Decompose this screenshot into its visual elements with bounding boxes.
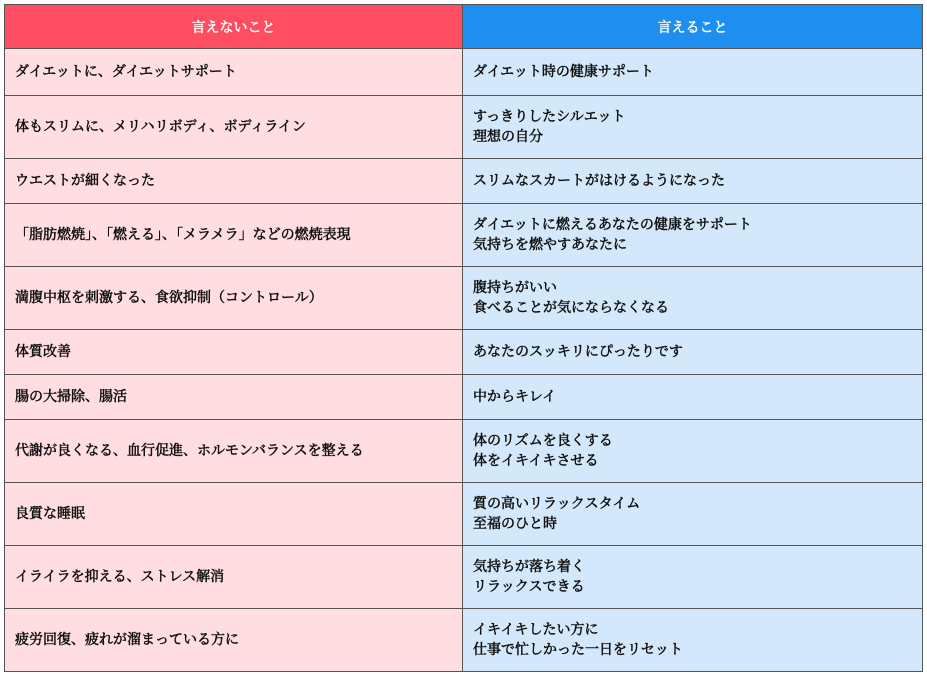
can-say-text: スリムなスカートがはけるようになった xyxy=(473,173,725,189)
can-say-cell xyxy=(463,546,923,609)
header-cannot-say: 言えないこと xyxy=(5,5,463,49)
can-say-text: 気持ちが落ち着く xyxy=(473,559,585,575)
can-say-cell xyxy=(463,267,923,330)
table-row xyxy=(5,204,923,267)
can-say-text: 質の高いリラックスタイム xyxy=(473,496,641,512)
can-say-text: 気持ちを燃やすあなたに xyxy=(473,237,627,253)
table-row xyxy=(5,49,923,96)
cannot-say-cell xyxy=(5,330,463,375)
can-say-text: あなたのスッキリにぴったりです xyxy=(473,344,683,360)
can-say-text: 体のリズムを良くする xyxy=(473,433,613,449)
can-say-text: イキイキしたい方に xyxy=(473,622,599,638)
can-say-cell xyxy=(463,609,923,672)
table-row xyxy=(5,420,923,483)
table-row xyxy=(5,267,923,330)
can-say-text: 体をイキイキさせる xyxy=(473,453,599,469)
table-row xyxy=(5,159,923,204)
can-say-text: 腹持ちがいい xyxy=(473,280,557,296)
can-say-text: 仕事で忙しかった一日をリセット xyxy=(473,642,683,658)
cannot-say-cell xyxy=(5,159,463,204)
table-row xyxy=(5,609,923,672)
cannot-say-text: 疲労回復、疲れが溜まっている方に xyxy=(15,632,239,648)
cannot-say-cell xyxy=(5,420,463,483)
cannot-say-text: ウエストが細くなった xyxy=(15,173,155,189)
header-can-say: 言えること xyxy=(463,5,923,49)
can-say-cell xyxy=(463,375,923,420)
cannot-say-cell xyxy=(5,609,463,672)
can-say-cell xyxy=(463,330,923,375)
cannot-say-text: 代謝が良くなる、血行促進、ホルモンバランスを整える xyxy=(15,443,364,459)
can-say-text: 理想の自分 xyxy=(473,129,543,145)
cannot-say-cell xyxy=(5,204,463,267)
comparison-table xyxy=(4,4,923,672)
can-say-cell xyxy=(463,96,923,159)
cannot-say-cell xyxy=(5,375,463,420)
cannot-say-text: ダイエットに、ダイエットサポート xyxy=(15,64,237,80)
can-say-cell xyxy=(463,483,923,546)
cannot-say-cell xyxy=(5,96,463,159)
can-say-text: ダイエットに燃えるあなたの健康をサポート xyxy=(473,217,752,233)
can-say-text: リラックスできる xyxy=(473,579,585,595)
table-row xyxy=(5,546,923,609)
cannot-say-cell xyxy=(5,546,463,609)
can-say-text: 食べることが気にならなくなる xyxy=(473,300,669,316)
cannot-say-text: 「脂肪燃焼」、「燃える」、「メラメラ」などの燃焼表現 xyxy=(15,227,351,243)
cannot-say-text: イライラを抑える、ストレス解消 xyxy=(15,569,225,585)
can-say-text: ダイエット時の健康サポート xyxy=(473,64,654,80)
cannot-say-text: 満腹中枢を刺激する、食欲抑制（コントロール） xyxy=(15,290,323,306)
can-say-text: すっきりしたシルエット xyxy=(473,109,626,125)
cannot-say-text: 良質な睡眠 xyxy=(15,506,85,522)
cannot-say-cell xyxy=(5,267,463,330)
cannot-say-cell xyxy=(5,483,463,546)
can-say-cell xyxy=(463,49,923,96)
can-say-cell xyxy=(463,159,923,204)
table-row xyxy=(5,375,923,420)
can-say-cell xyxy=(463,420,923,483)
table-row xyxy=(5,96,923,159)
cannot-say-cell xyxy=(5,49,463,96)
cannot-say-text: 腸の大掃除、腸活 xyxy=(15,389,127,405)
can-say-text: 中からキレイ xyxy=(473,389,557,405)
table-row xyxy=(5,330,923,375)
cannot-say-text: 体もスリムに、メリハリボディ、ボディライン xyxy=(15,119,306,135)
table-row xyxy=(5,483,923,546)
can-say-cell xyxy=(463,204,923,267)
cannot-say-text: 体質改善 xyxy=(15,344,71,360)
can-say-text: 至福のひと時 xyxy=(473,516,557,532)
table-header-row xyxy=(5,5,923,49)
